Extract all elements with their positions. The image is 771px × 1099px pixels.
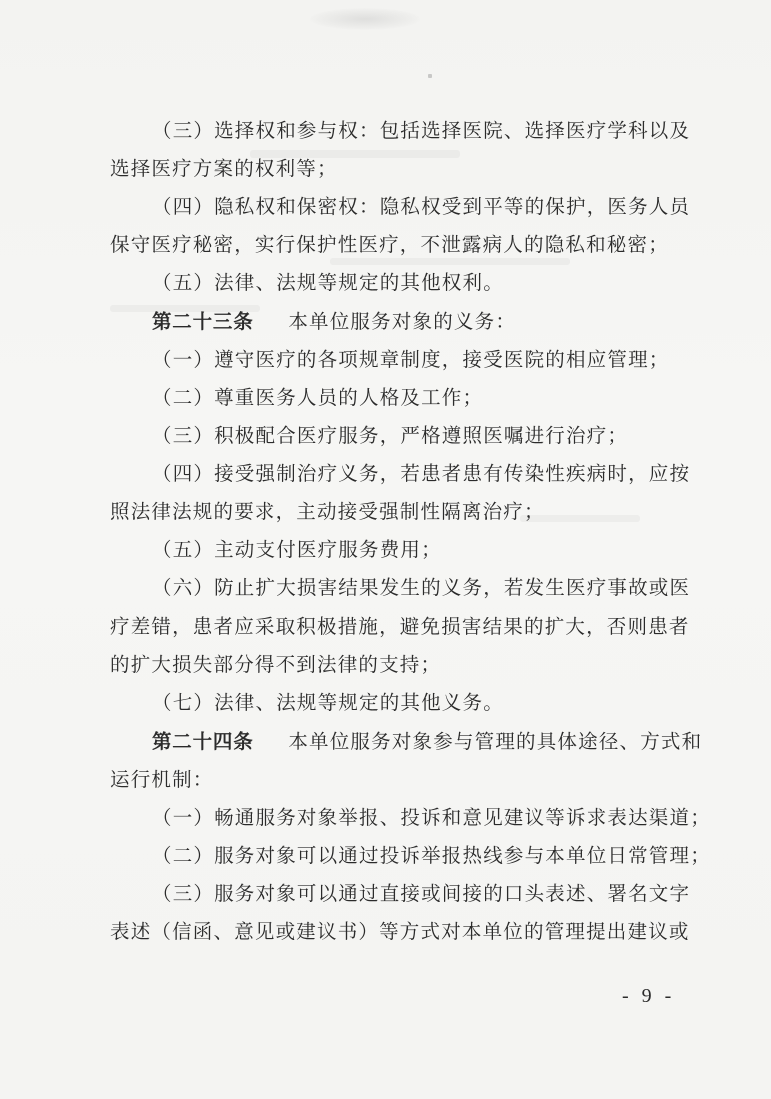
paragraph-line: 疗差错，患者应采取积极措施，避免损害结果的扩大，否则患者 [110,615,690,638]
article-line [152,729,702,755]
paragraph-line: 表述（信函、意见或建议书）等方式对本单位的管理提出建议或 [110,920,690,943]
paragraph-line: 运行机制： [110,768,214,791]
paragraph-line: 照法律法规的要求，主动接受强制性隔离治疗； [110,500,545,523]
paragraph-line: （三）服务对象可以通过直接或间接的口头表述、署名文字 [152,882,691,905]
paragraph-line: （三）积极配合医疗服务，严格遵照医嘱进行治疗； [152,424,629,447]
article-line [152,309,516,335]
paragraph-line: （七）法律、法规等规定的其他义务。 [152,691,504,714]
paragraph-line: 的扩大损失部分得不到法律的支持； [110,653,442,676]
paragraph-line: （二）尊重医务人员的人格及工作； [152,386,484,409]
article-heading: 第二十四条 [152,730,254,753]
article-text: 本单位服务对象参与管理的具体途径、方式和 [288,730,703,753]
paragraph-line: （六）防止扩大损害结果发生的义务，若发生医疗事故或医 [152,576,691,599]
paragraph-line: （三）选择权和参与权：包括选择医院、选择医疗学科以及 [152,119,691,142]
article-heading: 第二十三条 [152,310,254,333]
paragraph-line: （一）遵守医疗的各项规章制度，接受医院的相应管理； [152,348,670,371]
scan-smudge [310,8,420,30]
paragraph-line: 选择医疗方案的权利等； [110,157,338,180]
paragraph-line: （五）主动支付医疗服务费用； [152,538,442,561]
bleed-through-mark [330,258,570,265]
paragraph-line: （二）服务对象可以通过投诉举报热线参与本单位日常管理； [152,844,711,867]
paragraph-line: （四）隐私权和保密权：隐私权受到平等的保护，医务人员 [152,195,691,218]
paragraph-line: （五）法律、法规等规定的其他权利。 [152,271,504,294]
page-number: - 9 - [622,985,676,1007]
paragraph-line: 保守医疗秘密，实行保护性医疗，不泄露病人的隐私和秘密； [110,233,669,256]
paragraph-line: （一）畅通服务对象举报、投诉和意见建议等诉求表达渠道； [152,806,711,829]
article-text: 本单位服务对象的义务： [288,310,517,333]
paragraph-line: （四）接受强制治疗义务，若患者患有传染性疾病时，应按 [152,462,691,485]
scan-mark [428,74,432,78]
